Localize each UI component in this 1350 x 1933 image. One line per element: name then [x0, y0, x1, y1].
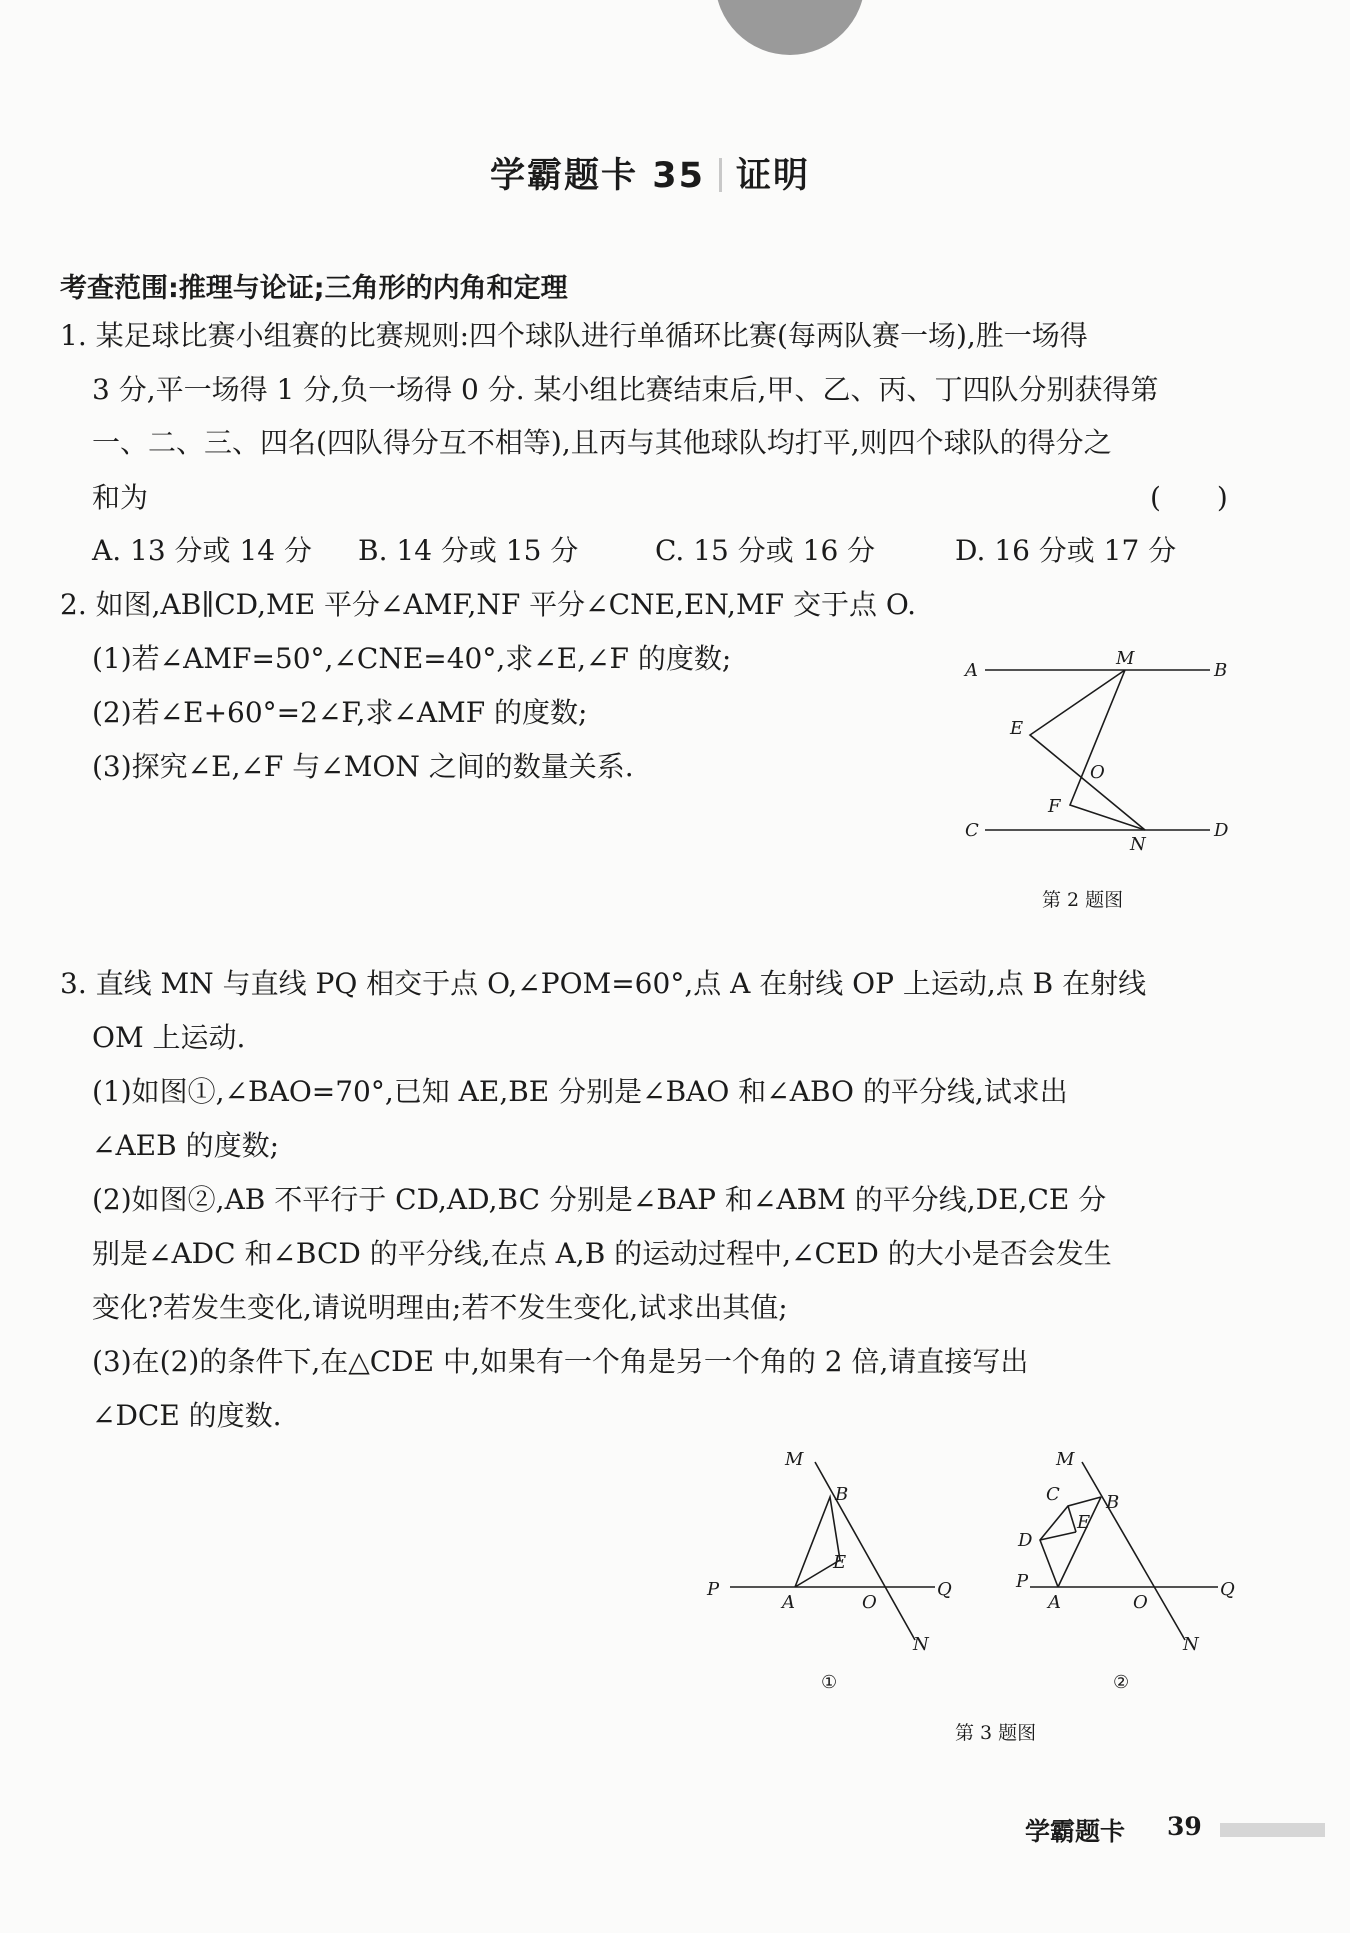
q3-stem-line-1: 3. 直线 MN 与直线 PQ 相交于点 O,∠POM=60°,点 A 在射线 OP 上运动,点 B 在射线 — [60, 967, 1147, 1000]
card-topic: 证明 — [735, 156, 810, 196]
label-c: C — [965, 820, 979, 841]
label-a: A — [965, 660, 978, 681]
fig1-label-q: Q — [937, 1579, 952, 1600]
fig2-label-p: P — [1016, 1571, 1029, 1592]
q2-part-2: (2)若∠E+60°=2∠F,求∠AMF 的度数; — [92, 696, 588, 729]
q2-stem: 2. 如图,AB∥CD,ME 平分∠AMF,NF 平分∠CNE,EN,MF 交于点 O. — [60, 588, 917, 621]
option-a: A. 13 分或 14 分 — [92, 534, 312, 567]
label-n: N — [1130, 834, 1146, 855]
label-f: F — [1048, 796, 1061, 817]
q3-part-1-line-2: ∠AEB 的度数; — [92, 1129, 280, 1162]
page-number: 39 — [1167, 1812, 1202, 1841]
q2-part-1: (1)若∠AMF=50°,∠CNE=40°,求∠E,∠F 的度数; — [92, 642, 732, 675]
fig1-label-o: O — [862, 1592, 877, 1613]
q3-stem-line-2: OM 上运动. — [92, 1021, 246, 1054]
fig2-label-a: A — [1048, 1592, 1061, 1613]
exam-scope: 考查范围:推理与论证;三角形的内角和定理 — [60, 273, 568, 304]
fig2-label-b: B — [1106, 1492, 1120, 1513]
fig2-label-e: E — [1077, 1512, 1091, 1533]
footer-bar — [1220, 1823, 1325, 1837]
q1-line-4: 和为 — [92, 481, 149, 514]
q1-line-1: 1. 某足球比赛小组赛的比赛规则:四个球队进行单循环比赛(每两队赛一场),胜一场得 — [60, 319, 1088, 352]
fig1-label-e: E — [833, 1552, 847, 1573]
label-d: D — [1214, 820, 1229, 841]
segment-ce — [1068, 1506, 1076, 1532]
q2-part-3: (3)探究∠E,∠F 与∠MON 之间的数量关系. — [92, 750, 634, 783]
q3-part-3-line-2: ∠DCE 的度数. — [92, 1399, 282, 1432]
label-m: M — [1116, 648, 1135, 669]
fig1-number: ① — [821, 1672, 838, 1693]
fig2-label-c: C — [1046, 1484, 1060, 1505]
fig1-label-m: M — [785, 1449, 804, 1470]
label-b: B — [1214, 660, 1228, 681]
option-b: B. 14 分或 15 分 — [358, 534, 579, 567]
path-a-d-c-b — [1040, 1497, 1101, 1587]
q3-part-2-line-2: 别是∠ADC 和∠BCD 的平分线,在点 A,B 的运动过程中,∠CED 的大小是否会发生 — [92, 1237, 1112, 1270]
fig2-number: ② — [1113, 1672, 1130, 1693]
fig1-label-a: A — [782, 1592, 795, 1613]
fig2-label-q: Q — [1220, 1579, 1235, 1600]
fig1-label-b: B — [835, 1484, 849, 1505]
q3-part-1-line-1: (1)如图①,∠BAO=70°,已知 AE,BE 分别是∠BAO 和∠ABO 的平分线,试求出 — [92, 1075, 1068, 1108]
option-d: D. 16 分或 17 分 — [955, 534, 1177, 567]
q2-figure-caption: 第 2 题图 — [1042, 889, 1124, 911]
footer-label: 学霸题卡 — [1025, 1817, 1126, 1846]
fig2-label-m: M — [1056, 1449, 1075, 1470]
fig1-label-n: N — [913, 1634, 929, 1655]
q3-part-2-line-3: 变化?若发生变化,请说明理由;若不发生变化,试求出其值; — [92, 1291, 788, 1324]
label-o: O — [1090, 762, 1105, 783]
q3-figure-caption: 第 3 题图 — [955, 1722, 1037, 1744]
answer-blank: ( ) — [1150, 481, 1228, 514]
line-mn-2 — [1082, 1462, 1185, 1640]
q1-line-2: 3 分,平一场得 1 分,负一场得 0 分. 某小组比赛结束后,甲、乙、丙、丁四队分别获得第 — [92, 373, 1159, 406]
fig2-label-o: O — [1133, 1592, 1148, 1613]
q3-part-3-line-1: (3)在(2)的条件下,在△CDE 中,如果有一个角是另一个角的 2 倍,请直接写出 — [92, 1345, 1029, 1378]
option-c: C. 15 分或 16 分 — [655, 534, 876, 567]
q1-line-3: 一、二、三、四名(四队得分互不相等),且丙与其他球队均打平,则四个球队的得分之 — [92, 426, 1112, 459]
fig2-label-d: D — [1018, 1530, 1033, 1551]
label-e: E — [1010, 718, 1024, 739]
fig1-label-p: P — [707, 1579, 720, 1600]
card-title: 学霸题卡 35 — [490, 156, 705, 196]
q3-part-2-line-1: (2)如图②,AB 不平行于 CD,AD,BC 分别是∠BAP 和∠ABM 的平分线,DE,CE 分 — [92, 1183, 1107, 1216]
fig2-label-n: N — [1183, 1634, 1199, 1655]
